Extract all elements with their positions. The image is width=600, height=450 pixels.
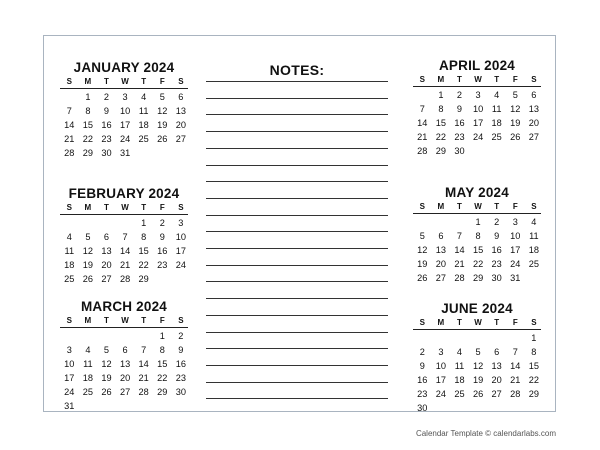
month-february (60, 186, 188, 286)
day-cell: 7 (512, 347, 518, 357)
day-cell: 15 (472, 245, 484, 255)
weekday-label: M (437, 75, 445, 84)
day-cell: 24 (510, 259, 521, 269)
day-cell: 23 (454, 132, 465, 142)
weekday-label: F (159, 77, 165, 86)
day-cell: 14 (510, 361, 521, 371)
note-line[interactable] (206, 231, 388, 232)
day-cell: 3 (475, 90, 481, 100)
day-cell: 9 (494, 231, 500, 241)
day-grid (413, 88, 541, 158)
day-cell: 15 (138, 246, 149, 256)
day-cell: 5 (159, 92, 165, 102)
day-cell: 27 (101, 274, 112, 284)
day-blank (60, 216, 79, 230)
day-cell: 25 (491, 132, 502, 142)
note-line[interactable] (206, 315, 388, 316)
day-cell: 28 (119, 274, 131, 284)
day-cell: 28 (417, 146, 428, 156)
day-cell: 15 (82, 120, 93, 130)
day-cell: 29 (435, 146, 446, 156)
day-cell: 2 (103, 92, 110, 102)
weekday-label: S (419, 75, 425, 84)
month-title: JANUARY 2024 (73, 60, 175, 75)
day-cell: 16 (157, 246, 168, 256)
month-april (413, 58, 541, 158)
note-line[interactable] (206, 332, 388, 333)
day-cell: 20 (435, 259, 446, 269)
weekday-label: M (437, 202, 445, 211)
day-cell: 9 (178, 345, 184, 355)
day-cell: 11 (529, 231, 539, 241)
day-cell: 14 (119, 246, 131, 256)
day-cell: 11 (138, 106, 149, 116)
note-line[interactable] (206, 181, 388, 182)
day-cell: 27 (175, 134, 186, 144)
day-cell: 23 (101, 134, 112, 144)
day-cell: 10 (64, 359, 75, 369)
day-cell: 12 (472, 361, 484, 371)
day-cell: 7 (141, 345, 147, 355)
day-cell: 16 (101, 120, 112, 130)
weekday-label: T (494, 75, 500, 84)
day-cell: 23 (491, 259, 502, 269)
day-cell: 8 (159, 345, 165, 355)
weekday-label: S (531, 202, 537, 211)
day-cell: 10 (510, 231, 521, 241)
day-blank (506, 331, 525, 345)
weekday-label: S (66, 203, 72, 212)
day-cell: 21 (64, 134, 75, 144)
day-cell: 20 (119, 373, 131, 383)
weekday-label: T (104, 77, 109, 86)
day-cell: 31 (510, 273, 521, 283)
weekday-label: T (494, 202, 500, 211)
day-grid (413, 331, 541, 415)
weekday-label: S (178, 316, 184, 325)
day-cell: 19 (472, 375, 484, 385)
month-title: JUNE 2024 (441, 301, 513, 316)
day-cell: 30 (175, 387, 186, 397)
day-cell: 7 (456, 231, 463, 241)
day-cell: 24 (435, 389, 446, 399)
note-line[interactable] (206, 265, 388, 266)
day-blank (487, 331, 506, 345)
day-cell: 17 (510, 245, 521, 255)
weekday-label: S (178, 203, 184, 212)
day-cell: 31 (64, 401, 75, 411)
day-blank (450, 331, 469, 345)
weekday-label: T (141, 316, 147, 325)
day-cell: 22 (528, 375, 539, 385)
day-cell: 25 (454, 389, 465, 399)
weekday-label: T (457, 75, 462, 84)
day-cell: 2 (456, 90, 463, 100)
day-cell: 10 (119, 106, 131, 116)
weekday-header (413, 201, 541, 214)
day-cell: 10 (472, 104, 484, 114)
weekday-label: S (531, 318, 537, 327)
day-cell: 11 (491, 104, 502, 114)
day-cell: 19 (157, 120, 168, 130)
day-cell: 29 (157, 387, 168, 397)
day-cell: 8 (438, 104, 444, 114)
day-cell: 24 (472, 132, 484, 142)
day-cell: 17 (435, 375, 446, 385)
day-cell: 16 (454, 118, 465, 128)
day-cell: 14 (64, 120, 75, 130)
day-cell: 19 (417, 259, 428, 269)
weekday-label: T (457, 318, 462, 327)
weekday-header (60, 202, 188, 215)
day-grid (60, 216, 188, 286)
day-grid (60, 90, 188, 160)
note-line[interactable] (206, 198, 388, 199)
day-cell: 9 (103, 106, 110, 116)
day-cell: 6 (103, 232, 110, 242)
day-cell: 21 (119, 260, 131, 270)
day-cell: 21 (417, 132, 428, 142)
weekday-label: T (141, 203, 147, 212)
day-cell: 13 (119, 359, 131, 369)
weekday-label: F (512, 75, 518, 84)
day-cell: 29 (472, 273, 484, 283)
day-cell: 18 (528, 245, 539, 255)
day-cell: 3 (178, 218, 184, 228)
month-title: MAY 2024 (445, 185, 509, 200)
day-cell: 23 (157, 260, 168, 270)
weekday-label: M (437, 318, 445, 327)
month-title: FEBRUARY 2024 (68, 186, 180, 201)
note-line[interactable] (206, 348, 388, 349)
day-cell: 23 (175, 373, 186, 383)
weekday-label: S (66, 77, 72, 86)
day-cell: 9 (419, 361, 425, 371)
day-cell: 17 (64, 373, 75, 383)
day-cell: 5 (512, 90, 518, 100)
day-cell: 20 (101, 260, 112, 270)
day-cell: 13 (528, 104, 539, 114)
day-cell: 6 (178, 92, 184, 102)
month-title: MARCH 2024 (80, 299, 168, 314)
month-may (413, 185, 541, 285)
weekday-label: M (84, 203, 92, 212)
note-line[interactable] (206, 131, 388, 132)
note-line[interactable] (206, 281, 388, 282)
day-cell: 27 (435, 273, 446, 283)
day-cell: 27 (528, 132, 539, 142)
day-cell: 25 (138, 134, 149, 144)
day-cell: 21 (510, 375, 521, 385)
day-cell: 16 (417, 375, 428, 385)
weekday-label: S (178, 77, 184, 86)
weekday-label: F (512, 318, 518, 327)
day-cell: 27 (491, 389, 502, 399)
day-cell: 28 (138, 387, 149, 397)
day-cell: 7 (419, 104, 425, 114)
day-cell: 30 (491, 273, 502, 283)
day-cell: 1 (159, 331, 165, 341)
day-cell: 22 (157, 373, 168, 383)
day-cell: 5 (475, 347, 481, 357)
day-cell: 24 (64, 387, 75, 397)
day-cell: 17 (472, 118, 484, 128)
day-cell: 14 (138, 359, 149, 369)
day-cell: 13 (435, 245, 446, 255)
day-cell: 20 (528, 118, 539, 128)
day-cell: 14 (454, 245, 465, 255)
day-cell: 11 (83, 359, 93, 369)
day-cell: 7 (122, 232, 128, 242)
day-cell: 4 (141, 92, 147, 102)
day-blank (432, 215, 451, 229)
day-cell: 25 (82, 387, 93, 397)
day-cell: 22 (82, 134, 93, 144)
day-cell: 12 (82, 246, 93, 256)
day-cell: 30 (417, 403, 428, 413)
day-cell: 27 (119, 387, 131, 397)
day-cell: 28 (510, 389, 521, 399)
weekday-label: T (104, 203, 109, 212)
day-cell: 29 (138, 274, 149, 284)
day-blank (116, 329, 135, 343)
day-cell: 9 (456, 104, 463, 114)
note-line[interactable] (206, 398, 388, 399)
month-june (413, 301, 541, 415)
day-grid (413, 215, 541, 285)
weekday-label: W (121, 77, 129, 86)
note-line[interactable] (206, 114, 388, 115)
day-cell: 15 (157, 359, 168, 369)
day-cell: 6 (438, 231, 444, 241)
day-cell: 22 (435, 132, 446, 142)
day-cell: 5 (85, 232, 91, 242)
day-cell: 6 (494, 347, 500, 357)
note-line[interactable] (206, 365, 388, 366)
day-cell: 4 (494, 90, 500, 100)
weekday-label: T (494, 318, 500, 327)
note-line[interactable] (206, 81, 388, 82)
note-line[interactable] (206, 165, 388, 166)
note-line[interactable] (206, 382, 388, 383)
day-cell: 5 (419, 231, 425, 241)
day-cell: 19 (101, 373, 112, 383)
day-cell: 10 (435, 361, 446, 371)
day-cell: 28 (454, 273, 465, 283)
day-cell: 26 (417, 273, 428, 283)
day-cell: 8 (531, 347, 537, 357)
day-cell: 3 (66, 345, 72, 355)
weekday-label: W (121, 316, 129, 325)
day-cell: 7 (66, 106, 72, 116)
weekday-label: W (474, 75, 482, 84)
weekday-header (60, 315, 188, 328)
day-cell: 3 (512, 217, 518, 227)
day-blank (413, 331, 432, 345)
day-cell: 24 (119, 134, 131, 144)
day-cell: 13 (101, 246, 112, 256)
day-cell: 5 (103, 345, 110, 355)
note-line[interactable] (206, 148, 388, 149)
day-cell: 22 (472, 259, 484, 269)
day-cell: 26 (157, 134, 168, 144)
day-cell: 30 (454, 146, 465, 156)
day-cell: 3 (438, 347, 444, 357)
day-cell: 2 (178, 331, 184, 341)
day-cell: 12 (510, 104, 521, 114)
day-cell: 18 (64, 260, 75, 270)
day-cell: 17 (175, 246, 186, 256)
day-cell: 6 (531, 90, 537, 100)
weekday-label: F (159, 203, 165, 212)
day-cell: 4 (85, 345, 91, 355)
day-cell: 14 (417, 118, 428, 128)
day-cell: 20 (491, 375, 502, 385)
day-blank (134, 329, 153, 343)
day-cell: 30 (101, 148, 112, 158)
day-cell: 4 (456, 347, 463, 357)
day-cell: 8 (475, 231, 481, 241)
day-cell: 11 (454, 361, 465, 371)
day-cell: 25 (528, 259, 539, 269)
day-blank (413, 88, 432, 102)
day-cell: 21 (454, 259, 465, 269)
day-blank (60, 90, 79, 104)
day-cell: 26 (510, 132, 521, 142)
day-blank (116, 216, 135, 230)
notes-title: NOTES: (269, 62, 325, 78)
day-cell: 8 (141, 232, 147, 242)
day-blank (97, 216, 116, 230)
day-cell: 2 (419, 347, 425, 357)
note-line[interactable] (206, 248, 388, 249)
month-january (60, 60, 188, 160)
weekday-label: S (66, 316, 72, 325)
day-cell: 2 (159, 218, 165, 228)
day-blank (60, 329, 79, 343)
day-cell: 15 (528, 361, 539, 371)
day-cell: 17 (119, 120, 131, 130)
day-cell: 8 (85, 106, 91, 116)
day-blank (450, 215, 469, 229)
day-cell: 21 (138, 373, 149, 383)
day-grid (60, 329, 188, 413)
day-cell: 1 (531, 333, 537, 343)
weekday-label: W (474, 318, 482, 327)
day-cell: 20 (175, 120, 186, 130)
weekday-label: S (531, 75, 537, 84)
note-line[interactable] (206, 215, 388, 216)
day-cell: 6 (122, 345, 128, 355)
day-cell: 1 (438, 90, 444, 100)
day-blank (79, 329, 98, 343)
weekday-label: T (457, 202, 462, 211)
day-cell: 18 (454, 375, 465, 385)
day-cell: 26 (472, 389, 484, 399)
day-cell: 1 (475, 217, 481, 227)
day-blank (432, 331, 451, 345)
day-cell: 12 (101, 359, 112, 369)
weekday-label: F (159, 316, 165, 325)
weekday-label: S (419, 318, 425, 327)
day-cell: 15 (435, 118, 446, 128)
day-blank (97, 329, 116, 343)
day-cell: 16 (491, 245, 502, 255)
day-cell: 3 (122, 92, 128, 102)
day-cell: 18 (82, 373, 93, 383)
weekday-label: W (474, 202, 482, 211)
day-cell: 29 (528, 389, 539, 399)
day-cell: 29 (82, 148, 93, 158)
day-cell: 25 (64, 274, 75, 284)
day-cell: 18 (138, 120, 149, 130)
day-cell: 19 (82, 260, 93, 270)
day-cell: 1 (141, 218, 147, 228)
weekday-label: F (512, 202, 518, 211)
weekday-label: M (84, 316, 92, 325)
day-blank (79, 216, 98, 230)
weekday-header (60, 76, 188, 89)
day-cell: 28 (64, 148, 75, 158)
note-line[interactable] (206, 98, 388, 99)
day-cell: 11 (64, 246, 75, 256)
day-cell: 10 (175, 232, 186, 242)
weekday-header (413, 317, 541, 330)
day-cell: 12 (157, 106, 168, 116)
month-title: APRIL 2024 (438, 58, 516, 73)
day-blank (413, 215, 432, 229)
day-cell: 13 (175, 106, 186, 116)
day-cell: 24 (175, 260, 186, 270)
day-cell: 13 (491, 361, 502, 371)
weekday-label: T (104, 316, 109, 325)
weekday-label: T (141, 77, 147, 86)
weekday-label: M (84, 77, 92, 86)
day-cell: 2 (494, 217, 500, 227)
day-cell: 9 (159, 232, 165, 242)
day-cell: 26 (101, 387, 112, 397)
day-cell: 31 (119, 148, 131, 158)
month-march (60, 299, 188, 413)
note-line[interactable] (206, 298, 388, 299)
day-cell: 22 (138, 260, 149, 270)
day-cell: 19 (510, 118, 521, 128)
weekday-header (413, 74, 541, 87)
day-cell: 12 (417, 245, 428, 255)
weekday-label: W (121, 203, 129, 212)
day-cell: 26 (82, 274, 93, 284)
day-cell: 1 (85, 92, 91, 102)
day-cell: 16 (175, 359, 186, 369)
day-cell: 4 (531, 217, 537, 227)
footer-credit: Calendar Template © calendarlabs.com (415, 429, 556, 438)
day-cell: 18 (491, 118, 502, 128)
weekday-label: S (419, 202, 425, 211)
day-cell: 23 (417, 389, 428, 399)
day-cell: 4 (66, 232, 72, 242)
day-blank (469, 331, 488, 345)
